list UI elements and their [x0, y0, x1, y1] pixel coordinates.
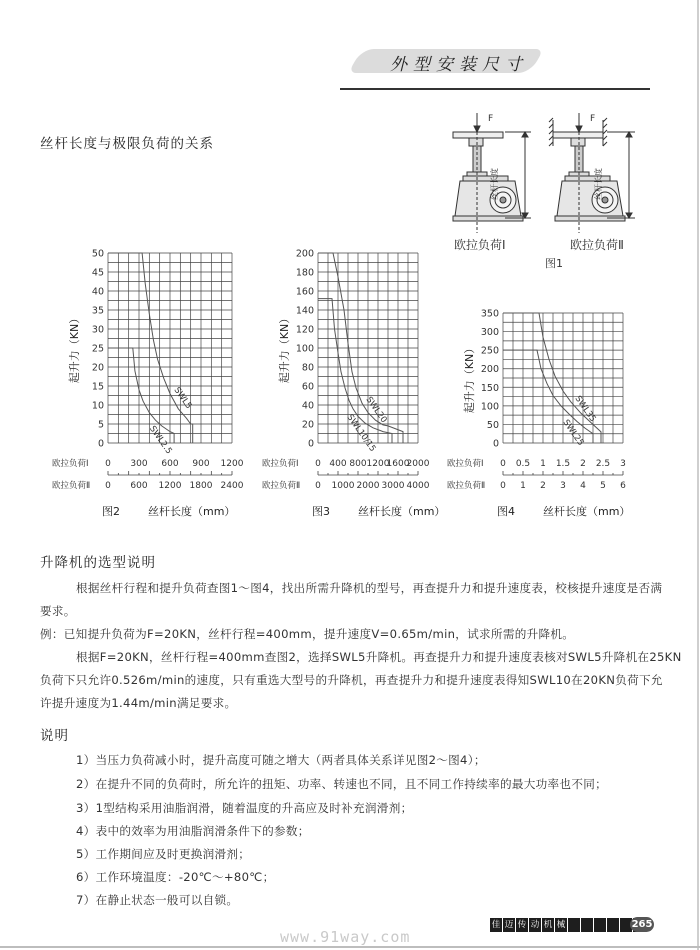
x-tick-label-1: 1 [540, 459, 546, 469]
grid [318, 253, 418, 443]
brand-char: 械 [556, 920, 566, 930]
y-tick-label: 100 [480, 401, 499, 413]
x-tick-label-2: 4 [580, 481, 586, 491]
force-label-1: F [488, 114, 494, 124]
y-tick-label: 250 [480, 345, 499, 357]
y-tick-label: 40 [91, 286, 104, 298]
y-tick-label: 50 [91, 248, 104, 260]
example-line1: 例：已知提升负荷为F=20KN，丝杆行程=400mm，提升速度V=0.65m/min，试求所需的升降机。 [40, 627, 575, 641]
brand-char: 佳 [491, 920, 501, 930]
page-number: 265 [631, 919, 653, 930]
series-label: SWL25 [560, 418, 586, 448]
y-tick-label: 200 [480, 364, 499, 376]
figure1-caption-euler2: 欧拉负荷Ⅱ [570, 238, 624, 252]
brand-char: 动 [530, 920, 540, 930]
example-line2: 根据F=20KN，丝杆行程=400mm查图2，选择SWL5升降机。再查提升力和提升速度表核对SWL5升降机在25KN [76, 650, 682, 664]
note-item: 1）当压力负荷减小时，提升高度可随之增大（两者具体关系详见图2～图4）； [76, 753, 486, 767]
page-border-right [697, 0, 699, 950]
x-axis-label: 丝杆长度（mm） [148, 505, 236, 518]
section-title-selection: 升降机的选型说明 [40, 555, 156, 571]
jack-diagram-type2 [549, 113, 635, 233]
x-tick-label-1: 2 [580, 459, 586, 469]
x-tick-label-2: 2400 [220, 481, 244, 491]
y-tick-label: 10 [91, 400, 104, 412]
brand-char: 迈 [504, 920, 514, 930]
x-axis2-label: 欧拉负荷Ⅱ [262, 481, 301, 491]
y-tick-label: 160 [295, 286, 314, 298]
y-tick-label: 80 [301, 362, 314, 374]
y-tick-label: 20 [301, 419, 314, 431]
y-tick-label: 20 [91, 362, 104, 374]
x-tick-label-1: 0 [500, 459, 506, 469]
footer-block [607, 918, 619, 932]
x-tick-label-1: 300 [130, 459, 148, 469]
series-label: SWL35 [572, 394, 598, 424]
x-tick-label-1: 1200 [220, 459, 244, 469]
y-tick-label: 200 [295, 248, 314, 260]
figure-caption: 图2 [102, 505, 120, 518]
y-tick-label: 300 [480, 327, 499, 339]
x-tick-label-1: 0 [315, 459, 321, 469]
x-axis1-label: 欧拉负荷Ⅰ [52, 459, 89, 469]
y-tick-label: 60 [301, 381, 314, 393]
selection-paragraph-line2: 要求。 [40, 604, 76, 618]
x-tick-label-2: 5 [600, 481, 606, 491]
x-tick-label-2: 1000 [331, 481, 355, 491]
note-item: 3）1型结构采用油脂润滑，随着温度的升高应及时补充润滑剂； [76, 801, 413, 815]
y-tick-label: 350 [480, 308, 499, 320]
y-tick-label: 140 [295, 305, 314, 317]
y-tick-label: 35 [91, 305, 104, 317]
footer-block [568, 918, 580, 932]
x-tick-label-2: 2000 [356, 481, 380, 491]
y-tick-label: 25 [91, 343, 104, 355]
x-tick-label-2: 2 [540, 481, 546, 491]
section-title-notes: 说明 [40, 728, 69, 744]
y-tick-label: 0 [307, 438, 314, 450]
x-tick-label-1: 0 [105, 459, 111, 469]
note-item: 7）在静止状态一般可以自锁。 [76, 893, 239, 907]
footer-brand-bar [490, 918, 645, 932]
chart-figure3 [255, 240, 455, 530]
x-tick-label-2: 3000 [381, 481, 405, 491]
chart-figure2 [50, 240, 250, 530]
x-tick-label-1: 900 [192, 459, 210, 469]
header-rule [340, 88, 650, 90]
y-tick-label: 5 [97, 419, 104, 431]
example-line4: 许提升速度为1.44m/min满足要求。 [40, 696, 237, 710]
x-tick-label-1: 1200 [366, 459, 390, 469]
note-item: 2）在提升不同的负荷时，所允许的扭矩、功率、转速也不同，且不同工作持续率的最大功率也不同； [76, 777, 608, 791]
footer-block [594, 918, 606, 932]
x-tick-label-2: 600 [130, 481, 148, 491]
x-tick-label-1: 0.5 [515, 459, 531, 469]
x-axis1-label: 欧拉负荷Ⅰ [262, 459, 299, 469]
y-axis-label: 起升力（KN） [278, 312, 291, 384]
note-item: 4）表中的效率为用油脂润滑条件下的参数； [76, 824, 310, 838]
x-tick-label-1: 800 [349, 459, 367, 469]
x-tick-label-1: 2000 [406, 459, 430, 469]
x-axis2-label: 欧拉负荷Ⅱ [52, 481, 91, 491]
example-line3: 负荷下只允许0.526m/min的速度，只有重选大型号的升降机，再查提升力和提升速度表得知SWL10在20KN负荷下允 [40, 673, 663, 687]
series-label: SWL2.5 [147, 424, 174, 457]
y-tick-label: 30 [91, 324, 104, 336]
x-tick-label-1: 1.5 [555, 459, 571, 469]
force-label-2: F [590, 114, 596, 124]
x-axis-label: 丝杆长度（mm） [543, 505, 631, 518]
y-axis-label: 起升力（KN） [463, 342, 476, 414]
x-axis1-label: 欧拉负荷Ⅰ [447, 459, 484, 469]
chart-figure4 [440, 300, 650, 530]
dimension-label-1: 丝杆长度 [490, 168, 499, 200]
x-tick-label-2: 1800 [189, 481, 213, 491]
x-tick-label-2: 0 [105, 481, 111, 491]
x-tick-label-1: 1600 [386, 459, 410, 469]
y-tick-label: 0 [97, 438, 104, 450]
y-tick-label: 150 [480, 382, 499, 394]
figure1-caption-euler1: 欧拉负荷Ⅰ [454, 238, 506, 252]
selection-paragraph-line1: 根据丝杆行程和提升负荷查图1～图4，找出所需升降机的型号，再查提升力和提升速度表，校核提升速度是否满 [76, 581, 663, 595]
figure-caption: 图3 [312, 505, 330, 518]
x-tick-label-2: 0 [500, 481, 506, 491]
x-tick-label-2: 3 [560, 481, 566, 491]
x-axis2-label: 欧拉负荷Ⅱ [447, 481, 486, 491]
y-tick-label: 15 [91, 381, 104, 393]
figure1-diagram [425, 108, 650, 238]
x-tick-label-1: 600 [161, 459, 179, 469]
note-item: 5）工作期间应及时更换润滑剂； [76, 847, 251, 861]
force-arrowhead-2 [576, 126, 582, 132]
series-label: SWL5 [171, 385, 194, 411]
x-tick-label-2: 1 [520, 481, 526, 491]
x-axis-label: 丝杆长度（mm） [358, 505, 446, 518]
y-tick-label: 50 [486, 419, 499, 431]
watermark: www.91way.com [280, 928, 411, 946]
y-tick-label: 120 [295, 324, 314, 336]
x-tick-label-2: 1200 [158, 481, 182, 491]
dimension-label-2: 丝杆长度 [594, 168, 603, 200]
x-tick-label-1: 2.5 [595, 459, 611, 469]
brand-char: 机 [543, 920, 553, 930]
page-header-title: 外型安装尺寸 [390, 55, 528, 75]
x-tick-label-1: 400 [329, 459, 347, 469]
x-tick-label-2: 6 [620, 481, 626, 491]
brand-char: 传 [517, 920, 527, 930]
figure1-caption: 图1 [545, 257, 563, 270]
y-axis-label: 起升力（KN） [68, 312, 81, 384]
page-border-bottom [0, 946, 700, 948]
y-tick-label: 100 [295, 343, 314, 355]
force-arrowhead-1 [474, 126, 480, 132]
section-title-screw-length: 丝杆长度与极限负荷的关系 [40, 136, 214, 152]
y-tick-label: 40 [301, 400, 314, 412]
x-tick-label-2: 0 [315, 481, 321, 491]
y-tick-label: 180 [295, 267, 314, 279]
x-tick-label-2: 4000 [406, 481, 430, 491]
series-label: SWL10/15 [344, 412, 378, 454]
y-tick-label: 0 [492, 438, 499, 450]
x-tick-label-1: 3 [620, 459, 626, 469]
figure-caption: 图4 [497, 505, 515, 518]
series-label: SWL20 [363, 395, 389, 425]
footer-block [581, 918, 593, 932]
y-tick-label: 45 [91, 267, 104, 279]
note-item: 6）工作环境温度：-20℃～+80℃； [76, 870, 275, 884]
